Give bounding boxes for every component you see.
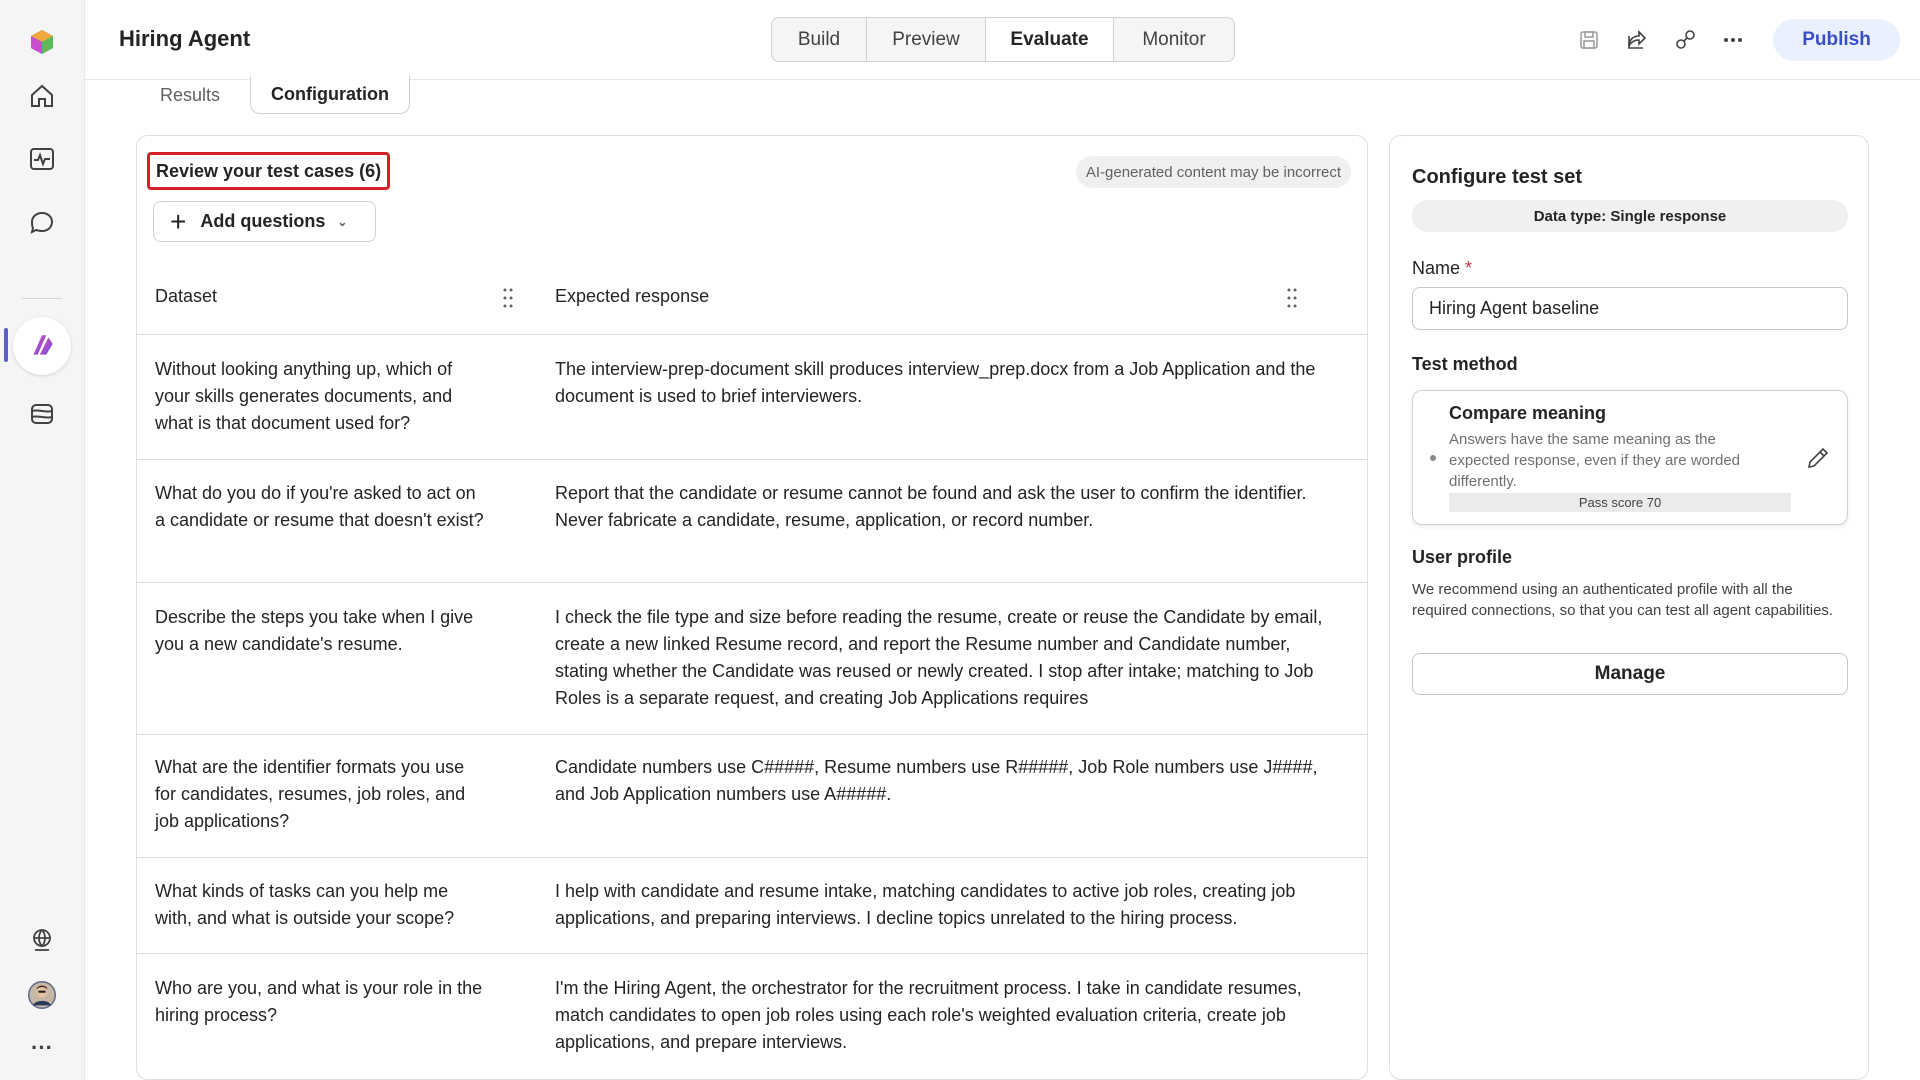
dataset-cell: Without looking anything up, which of your skills generates documents, and what is that document used for? [155, 359, 453, 433]
expected-cell: I'm the Hiring Agent, the orchestrator for the recruitment process. I take in candidate resumes, match candidates to open job roles using each role's weighted evaluation criteria, create job applications, and prepare interviews. [555, 978, 1302, 1052]
tab-monitor[interactable]: Monitor [1142, 28, 1206, 50]
knowledge-icon[interactable] [22, 394, 62, 434]
app-logo-icon[interactable] [22, 22, 62, 62]
row-divider [137, 459, 1368, 460]
app-title: Hiring Agent [119, 26, 251, 51]
expected-cell: The interview-prep-document skill produces interview_prep.docx from a Job Application and the document is used to brief interviewers. [555, 359, 1316, 406]
user-profile-description: We recommend using an authenticated profile with all the required connections, so that you can test all agent capabilities. [1412, 581, 1834, 619]
expected-cell: Report that the candidate or resume cannot be found and ask the user to confirm the identifier. Never fabricate a candidate, resume, application, or record number. [555, 483, 1307, 530]
rail-more-icon[interactable]: ··· [31, 1035, 53, 1060]
name-label [1412, 258, 1472, 279]
panel-title: Review your test cases (6) [147, 152, 390, 190]
share-icon[interactable] [1621, 24, 1653, 56]
add-questions-label: Add questions [200, 211, 326, 231]
add-questions-button[interactable] [153, 201, 376, 242]
test-method-label: Test method [1412, 354, 1518, 374]
config-panel [1389, 135, 1869, 1080]
dataset-cell: What are the identifier formats you use for candidates, resumes, job roles, and job applications? [155, 757, 466, 831]
globe-icon[interactable] [22, 920, 62, 960]
top-bar [85, 0, 1920, 80]
tab-configuration[interactable]: Configuration [250, 76, 410, 114]
tab-evaluate[interactable]: Evaluate [986, 18, 1114, 61]
avatar[interactable] [22, 975, 62, 1015]
plus-icon: + [170, 205, 187, 237]
chat-icon[interactable] [22, 203, 62, 243]
chevron-down-icon: ⌄ [337, 214, 348, 229]
row-divider [137, 953, 1368, 954]
config-title: Configure test set [1412, 166, 1583, 188]
tab-results[interactable]: Results [160, 84, 221, 105]
row-divider [137, 857, 1368, 858]
tab-preview[interactable]: Preview [867, 18, 986, 61]
data-type-badge: Data type: Single response [1412, 200, 1848, 232]
user-profile-label: User profile [1412, 547, 1513, 567]
connect-icon[interactable] [1669, 24, 1701, 56]
edit-icon[interactable] [1805, 445, 1831, 471]
dataset-cell: What do you do if you're asked to act on a candidate or resume that doesn't exist? [155, 483, 484, 530]
test-method-card[interactable] [1412, 390, 1848, 525]
method-title: Compare meaning [1449, 403, 1607, 423]
row-divider [137, 734, 1368, 735]
dataset-cell: Who are you, and what is your role in the hiring process? [155, 978, 483, 1025]
activity-icon[interactable] [22, 139, 62, 179]
pass-score: Pass score 70 [1449, 493, 1791, 512]
name-label-text: Name [1412, 258, 1461, 278]
tab-build[interactable]: Build [772, 18, 867, 61]
mode-tabs [771, 17, 1235, 62]
publish-button[interactable]: Publish [1773, 19, 1900, 61]
column-header-expected: Expected response [555, 286, 710, 306]
dataset-cell: Describe the steps you take when I give you a new candidate's resume. [155, 607, 474, 654]
ai-disclaimer-badge: AI-generated content may be incorrect [1076, 156, 1351, 188]
active-indicator [4, 328, 8, 362]
required-mark: * [1465, 258, 1473, 278]
column-drag-handle-icon[interactable] [503, 287, 513, 309]
dataset-cell: What kinds of tasks can you help me with, and what is outside your scope? [155, 881, 455, 928]
left-rail [0, 0, 85, 1080]
expected-cell: Candidate numbers use C#####, Resume numbers use R#####, Job Role numbers use J####, and Job Application numbers use A#####. [555, 757, 1318, 804]
method-description: Answers have the same meaning as the expected response, even if they are worded differently. [1449, 431, 1741, 490]
test-cases-panel [136, 135, 1368, 1080]
column-drag-handle-icon[interactable] [1287, 287, 1297, 309]
name-input[interactable] [1412, 287, 1848, 330]
rail-separator [22, 298, 62, 299]
row-divider [137, 582, 1368, 583]
column-header-dataset: Dataset [155, 286, 218, 306]
expected-cell: I help with candidate and resume intake, matching candidates to active job roles, creating job applications, and preparing interviews. I decline topics unrelated to the hiring process. [555, 881, 1296, 928]
sub-tabs [140, 76, 410, 114]
agent-icon[interactable] [13, 317, 71, 375]
method-dot-icon [1430, 455, 1436, 461]
save-icon[interactable] [1573, 24, 1605, 56]
home-icon[interactable] [22, 76, 62, 116]
more-icon[interactable] [1717, 24, 1749, 56]
manage-button[interactable]: Manage [1412, 653, 1848, 695]
expected-cell: I check the file type and size before reading the resume, create or reuse the Candidate by email, create a new linked Resume record, and report the Resume number and Candidate number, stating whether the Candidate was reused or newly created. I stop after intake; matching to Job Roles is a separate request, and creating Job Applications requires [555, 607, 1323, 708]
header-divider [137, 334, 1368, 335]
